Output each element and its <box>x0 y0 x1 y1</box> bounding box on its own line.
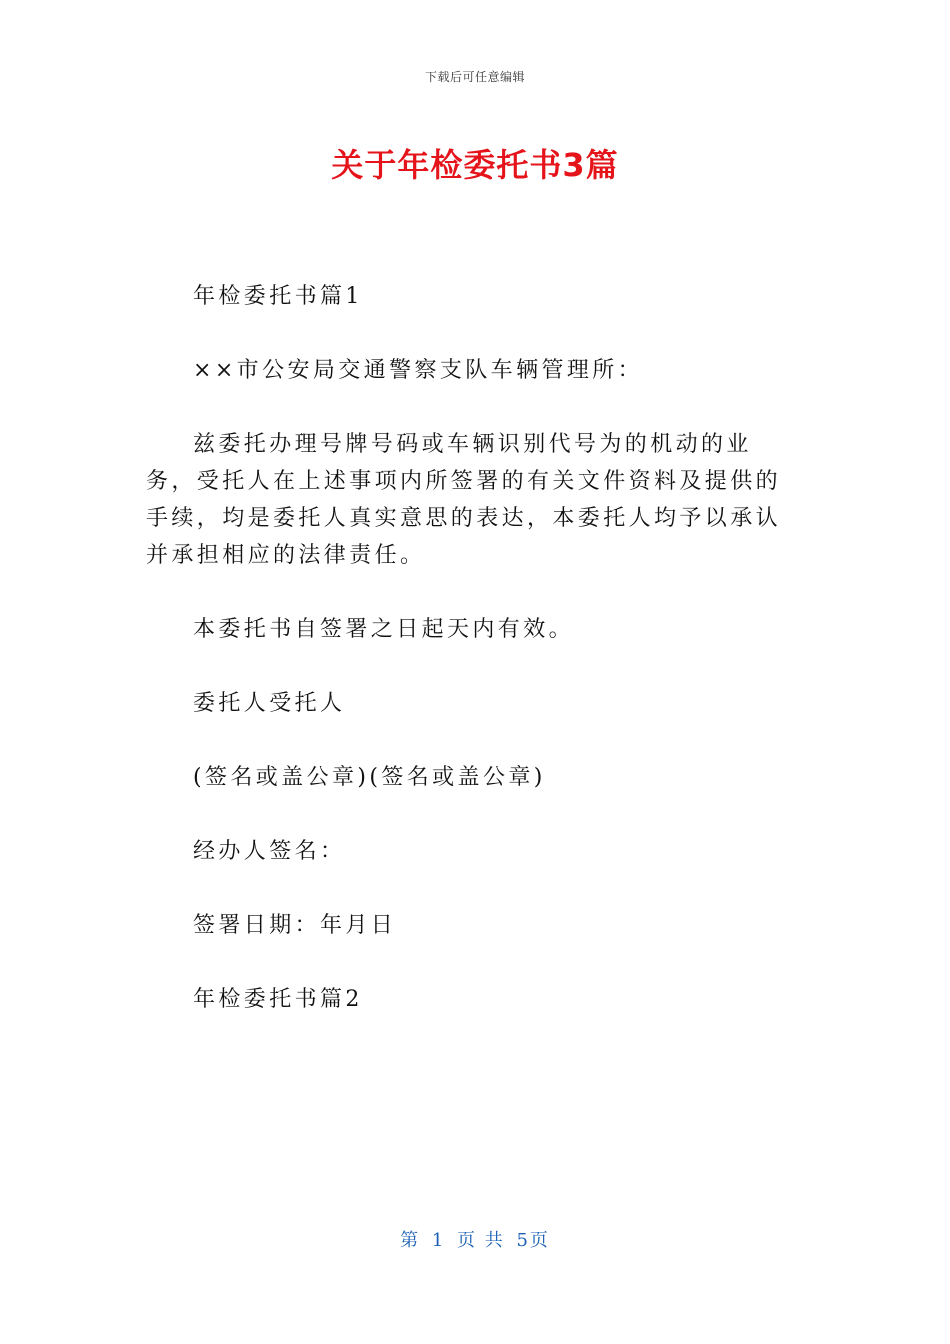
validity-paragraph: 本委托书自签署之日起天内有效。 <box>193 617 575 642</box>
section-heading-1: 年检委托书篇1 <box>193 284 363 309</box>
body-paragraph: 兹委托办理号牌号码或车辆识别代号为的机动的业务，受托人在上述事项内所签署的有关文件资料及提供的手续，均是委托人真实意思的表达，本委托人均予以承认并承担相应的法律责任。 <box>146 432 782 568</box>
seal-line: (签名或盖公章)(签名或盖公章) <box>193 765 546 790</box>
section-heading-2: 年检委托书篇2 <box>193 987 363 1012</box>
handler-signature-line: 经办人签名： <box>193 839 346 864</box>
addressee: ××市公安局交通警察支队车辆管理所： <box>193 358 644 383</box>
footer-current-page: 1 <box>431 1230 446 1251</box>
signing-date-line: 签署日期：年月日 <box>193 913 397 938</box>
document-body <box>146 278 796 1018</box>
page-footer <box>0 1226 950 1252</box>
footer-total-pages: 5页 <box>516 1230 550 1251</box>
footer-middle: 页 共 <box>457 1230 505 1251</box>
footer-prefix: 第 <box>400 1230 421 1251</box>
signatories-line: 委托人受托人 <box>193 691 346 716</box>
header-note: 下载后可任意编辑 <box>424 70 525 84</box>
document-title: 关于年检委托书3篇 <box>331 146 619 184</box>
